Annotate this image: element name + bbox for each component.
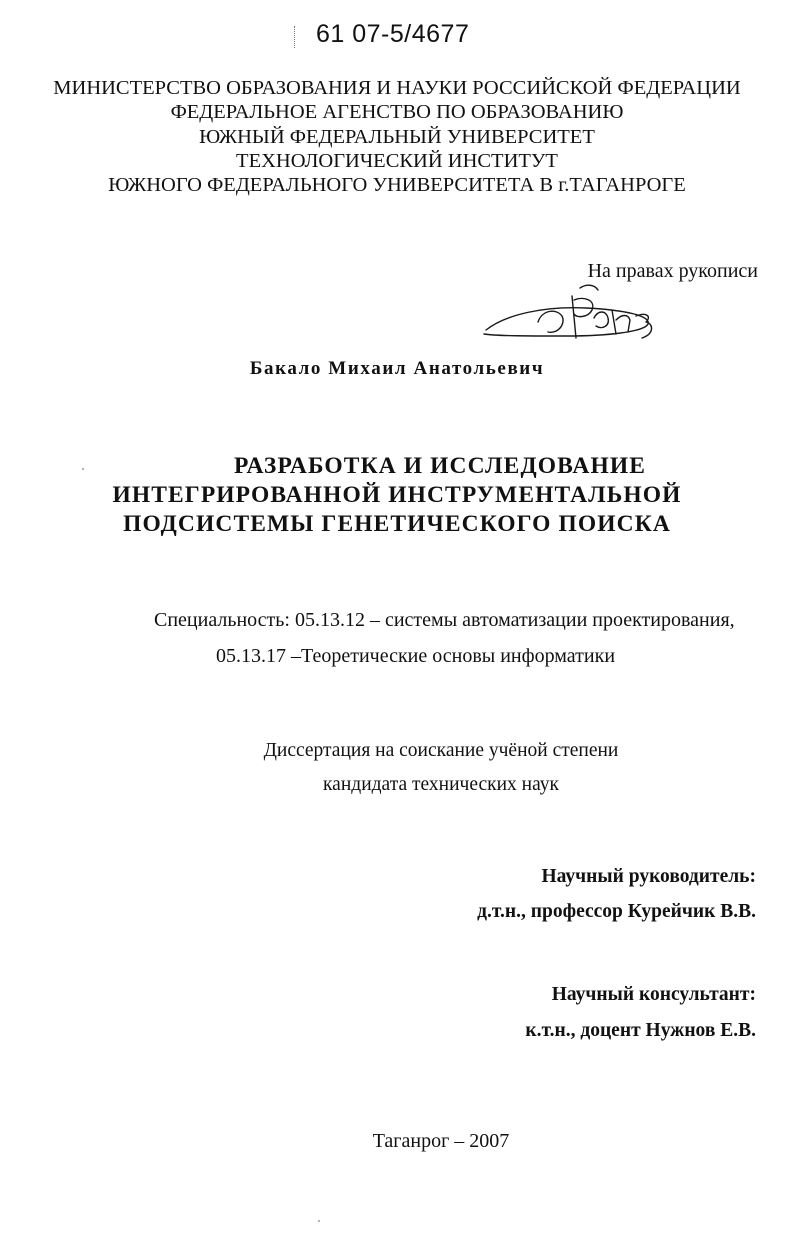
archive-stamp: 61 07-5/4677 — [316, 20, 470, 48]
manuscript-rights: На правах рукописи — [587, 260, 758, 282]
title-line: РАЗРАБОТКА И ИССЛЕДОВАНИЕ — [234, 453, 646, 479]
header-line: ФЕДЕРАЛЬНОЕ АГЕНСТВО ПО ОБРАЗОВАНИЮ — [170, 101, 624, 124]
scan-speck — [318, 1220, 320, 1222]
header-line: МИНИСТЕРСТВО ОБРАЗОВАНИЯ И НАУКИ РОССИЙСКОЙ ФЕДЕРАЦИИ — [53, 77, 741, 99]
supervisor-name: д.т.н., профессор Курейчик В.В. — [477, 901, 756, 922]
header-line: ТЕХНОЛОГИЧЕСКИЙ ИНСТИТУТ — [236, 149, 558, 172]
author-signature — [476, 280, 676, 350]
degree-line-1: Диссертация на соискание учёной степени — [263, 740, 619, 761]
supervisor-label: Научный руководитель: — [541, 866, 756, 887]
degree-statement — [0, 734, 794, 802]
header-line: ЮЖНОГО ФЕДЕРАЛЬНОГО УНИВЕРСИТЕТА В г.ТАГАНРОГЕ — [108, 174, 686, 197]
author-name: Бакало Михаил Анатольевич — [249, 358, 545, 379]
consultant-name: к.т.н., доцент Нужнов Е.В. — [525, 1020, 756, 1041]
title-line: ПОДСИСТЕМЫ ГЕНЕТИЧЕСКОГО ПОИСКА — [123, 511, 671, 537]
header-line: ЮЖНЫЙ ФЕДЕРАЛЬНЫЙ УНИВЕРСИТЕТ — [199, 125, 595, 148]
institution-header — [0, 76, 794, 197]
consultant-label: Научный консультант: — [551, 984, 756, 1005]
degree-line-2: кандидата технических наук — [323, 774, 559, 795]
city-year: Таганрог – 2007 — [372, 1130, 510, 1152]
specialty-line-1: Специальность: 05.13.12 – системы автоматизации проектирования, — [154, 609, 735, 631]
stamp-mark — [294, 26, 296, 48]
dissertation-title — [0, 452, 794, 539]
scan-speck — [82, 468, 84, 470]
title-line: ИНТЕГРИРОВАННОЙ ИНСТРУМЕНТАЛЬНОЙ — [112, 482, 682, 508]
specialty-line-2: 05.13.17 –Теоретические основы информатики — [216, 645, 616, 667]
